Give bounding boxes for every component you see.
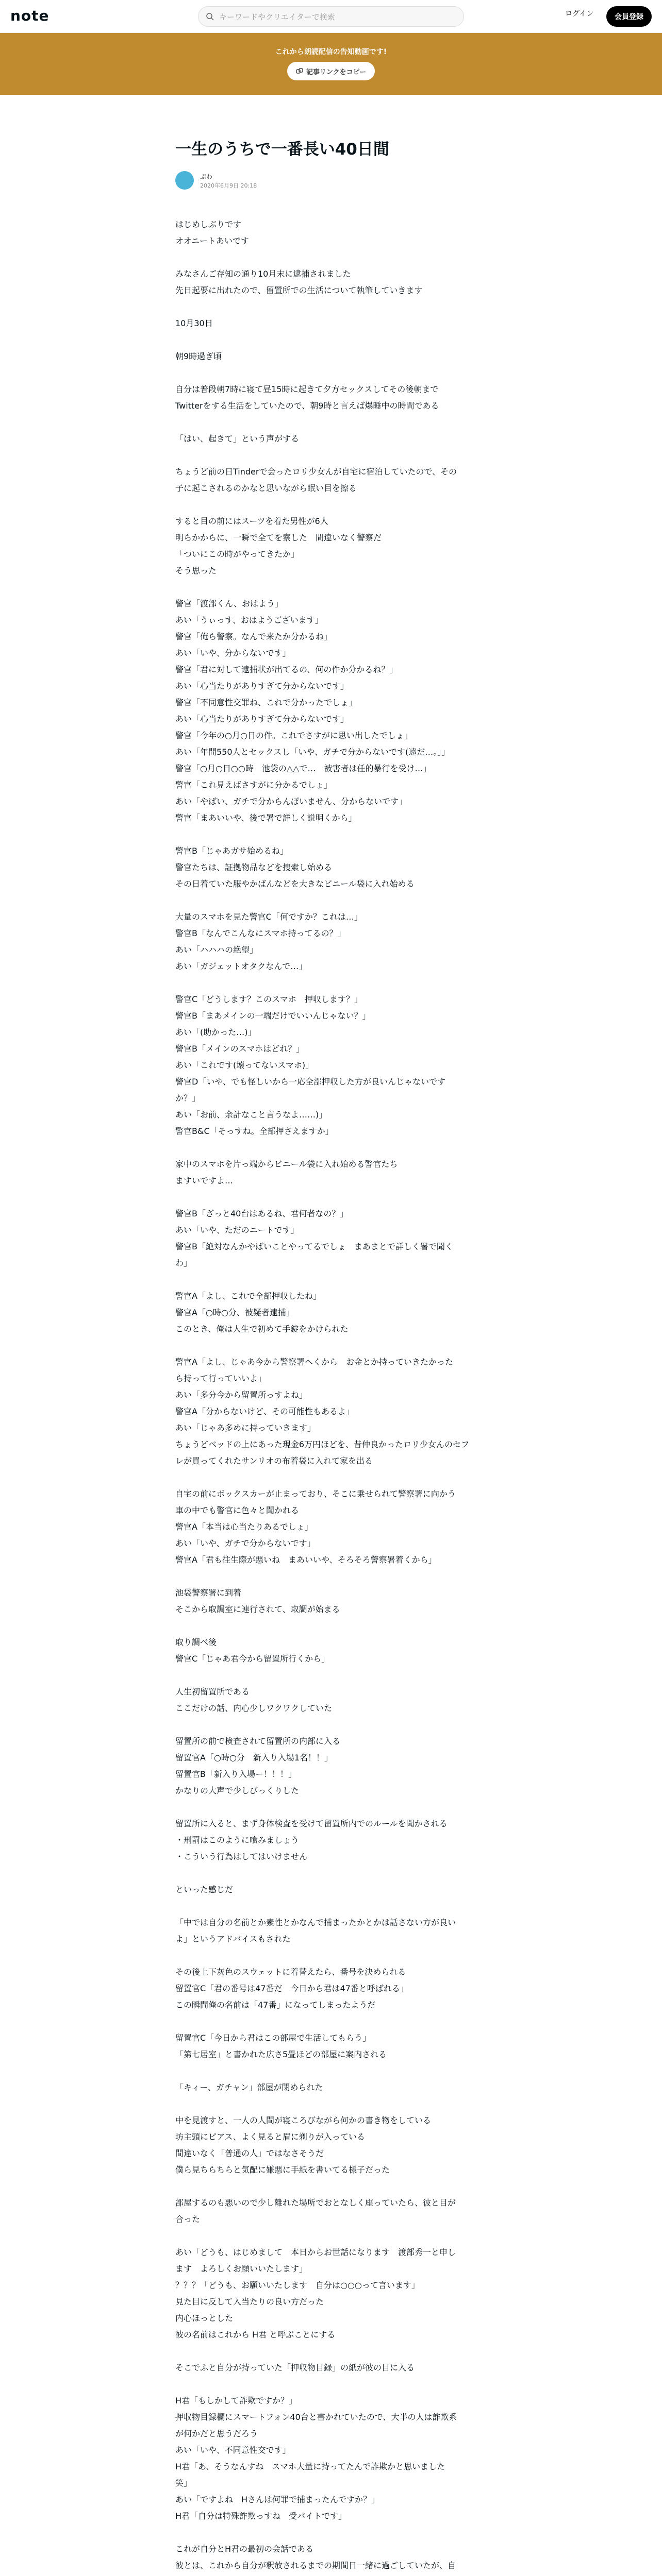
paragraph-line: あい「心当たりがありすぎて分からないです」 xyxy=(175,714,349,724)
article-paragraph xyxy=(175,2360,495,2376)
paragraph-line: 朝9時過ぎ頃 xyxy=(175,351,222,361)
paragraph-line: H君「もしかして詐欺ですか？」 xyxy=(175,2396,297,2405)
paragraph-line: ここだけの話、内心少しワクワクしていた xyxy=(175,1703,333,1713)
paragraph-line: あい「心当たりがありすぎて分からないです」 xyxy=(175,681,349,691)
paragraph-line: 部屋するのも悪いので少し離れた場所でおとなしく座っていたら、彼と目が xyxy=(175,2198,456,2208)
paragraph-line: 警官「渡部くん、おはよう」 xyxy=(175,599,283,608)
article-paragraph xyxy=(175,2244,495,2343)
paragraph-line: ちょうどベッドの上にあった現金6万円ほどを、昔仲良かったロリ少女んのセフ xyxy=(175,1439,470,1449)
paragraph-line: 「中では自分の名前とか素性とかなんで捕まったかとかは話さない方が良い xyxy=(175,1918,456,1927)
paragraph-line: Twitterをする生活をしていたので、朝9時と言えば爆睡中の時間である xyxy=(175,401,439,411)
paragraph-line: この瞬間俺の名前は「47番」になってしまったようだ xyxy=(175,2000,376,2010)
paragraph-line: 先日起要に出れたので、留置所での生活について執筆していきます xyxy=(175,285,423,295)
paragraph-line: 取り調べ後 xyxy=(175,1637,217,1647)
article-paragraph xyxy=(175,266,495,299)
paragraph-line: 自宅の前にボックスカーが止まっており、そこに乗せられて警察署に向かう xyxy=(175,1489,456,1499)
article-paragraph xyxy=(175,513,495,579)
paragraph-line: 警官「○月○日○○時 池袋の△△で… 被害者は任的暴行を受け…」 xyxy=(175,764,432,773)
paragraph-line: 警官D「いや、でも怪しいから一応全部押収した方が良いんじゃないです xyxy=(175,1077,446,1087)
paragraph-line: 池袋警察署に到着 xyxy=(175,1588,242,1598)
paragraph-line: 警官A「本当は心当たりあるでしょ」 xyxy=(175,1522,313,1532)
search-placeholder: キーワードやクリエイターで検索 xyxy=(219,12,335,22)
paragraph-line: あい「どうも、はじめまして 本日からお世話になります 渡部秀一と申し xyxy=(175,2247,456,2257)
paragraph-line: 大量のスマホを見た警官C「何ですか？これは…」 xyxy=(175,912,362,922)
paragraph-line: よ」というアドバイスもされた xyxy=(175,1934,291,1944)
paragraph-line: 彼とは、これから自分が釈放されるまでの期間日一緒に過ごしていたが、自 xyxy=(175,2561,456,2570)
paragraph-line: かなりの大声で少しびっくりした xyxy=(175,1786,300,1795)
paragraph-line: 警官A「君も往生際が悪いね まあいいや、そろそろ警察署着くから」 xyxy=(175,1555,437,1565)
paragraph-line: 警官C「どうします？このスマホ 押収します？」 xyxy=(175,994,362,1004)
article-paragraph xyxy=(175,2030,495,2063)
paragraph-line: その後上下灰色のスウェットに着替えたら、番号を決められる xyxy=(175,1967,406,1977)
article-paragraph xyxy=(175,1634,495,1667)
paragraph-line: 人生初留置所である xyxy=(175,1687,250,1697)
paragraph-line: ちょうど前の日Tinderで会ったロリ少女んが自宅に宿泊していたので、その xyxy=(175,467,457,477)
paragraph-line: ・こういう行為はしてはいけません xyxy=(175,1852,308,1861)
article-paragraph xyxy=(175,464,495,497)
paragraph-line: 自分は普段朝7時に寝て昼15時に起きて夕方セックスしてその後朝まで xyxy=(175,384,439,394)
link-icon xyxy=(296,67,303,75)
paragraph-line: あい「(助かった…)」 xyxy=(175,1027,256,1037)
article-paragraph xyxy=(175,2195,495,2228)
article-paragraph xyxy=(175,348,495,365)
paragraph-line: が何かだと思うだろう xyxy=(175,2429,258,2438)
paragraph-line: ます よろしくお願いいたします」 xyxy=(175,2264,308,2274)
article-paragraph xyxy=(175,1206,495,1272)
paragraph-line: といった感じだ xyxy=(175,1885,234,1894)
paragraph-line: ・刑罰はこのように喰みましょう xyxy=(175,1835,300,1845)
paragraph-line: 笑」 xyxy=(175,2478,192,2488)
paragraph-line: 車の中でも警官に色々と聞かれる xyxy=(175,1505,300,1515)
article-paragraph xyxy=(175,1585,495,1618)
paragraph-line: これが自分とH君の最初の会話である xyxy=(175,2544,314,2554)
paragraph-line: 留置官C「今日から君はこの部屋で生活してもらう」 xyxy=(175,2033,371,2043)
paragraph-line: すると目の前にはスーツを着た男性が6人 xyxy=(175,516,328,526)
paragraph-line: ますいですよ… xyxy=(175,1176,234,1185)
paragraph-line: 合った xyxy=(175,2214,201,2224)
article-paragraph xyxy=(175,1964,495,2013)
paragraph-line: 「ついにこの時がやってきたか」 xyxy=(175,549,300,559)
top-header xyxy=(0,0,662,33)
paragraph-line: H君「あ、そうなんすね スマホ大量に持ってたんで詐欺かと思いました xyxy=(175,2462,445,2471)
paragraph-line: 警官「今年の○月○日の件。これでさすがに思い出したでしょ」 xyxy=(175,731,412,740)
paragraph-line: 内心ほっとした xyxy=(175,2313,234,2323)
paragraph-line: レが買ってくれたサンリオの布着袋に入れて家を出る xyxy=(175,1456,373,1466)
paragraph-line: 10月30日 xyxy=(175,318,213,328)
paragraph-line: 「第七居室」と書かれた広さ5畳ほどの部屋に案内される xyxy=(175,2049,387,2059)
paragraph-line: 子に起こされるのかなと思いながら眠い目を擦る xyxy=(175,483,357,493)
article-title: 一生のうちで一番長い40日間 xyxy=(175,140,389,159)
paragraph-line: 僕ら見ちらちらと気配に嫌悪に手紙を書いてる様子だった xyxy=(175,2165,390,2175)
paragraph-line: あい「年間550人とセックスし「いや、ガチで分からないです(遠だ…。」」 xyxy=(175,747,450,757)
paragraph-line: 警官B&C「そっすね。全部押さえますか」 xyxy=(175,1126,334,1136)
paragraph-line: 彼の名前はこれから H君 と呼ぶことにする xyxy=(175,2330,336,2340)
paragraph-line: はじめしぶりです xyxy=(175,219,242,229)
paragraph-line: 警官B「じゃあガサ始めるね」 xyxy=(175,846,288,856)
paragraph-line: 警官C「じゃあ君今から留置所行くから」 xyxy=(175,1654,330,1664)
copy-link-button[interactable] xyxy=(287,62,375,80)
paragraph-line: 警官B「ざっと40台はあるね、君何者なの？」 xyxy=(175,1209,349,1218)
paragraph-line: 警官「まあいいや、後で署で詳しく説明くから」 xyxy=(175,813,357,823)
article-paragraph xyxy=(175,2393,495,2524)
paragraph-line: 警官B「なんでこんなにスマホ持ってるの？」 xyxy=(175,928,346,938)
paragraph-line: あい「ガジェットオタクなんで…」 xyxy=(175,961,307,971)
paragraph-line: 見た目に反して入当たりの良い方だった xyxy=(175,2297,324,2307)
article-paragraph xyxy=(175,1914,495,1947)
paragraph-line: 坊主頭にピアス、よく見ると眉に剃りが入っている xyxy=(175,2132,365,2142)
paragraph-line: あい「これです(壊ってないスマホ)」 xyxy=(175,1060,314,1070)
paragraph-line: 警官「不同意性交罪ね、これで分かったでしょ」 xyxy=(175,698,357,707)
paragraph-line: 「キィー、ガチャン」部屋が閉められた xyxy=(175,2082,323,2092)
paragraph-line: 間違いなく「普通の人」ではなさそうだ xyxy=(175,2148,324,2158)
paragraph-line: あい「ハハハの絶望」 xyxy=(175,945,258,955)
article-paragraph xyxy=(175,1733,495,1799)
article-paragraph xyxy=(175,216,495,249)
paragraph-line: あい「ですよね Hさんは何罪で捕まったんですか？」 xyxy=(175,2495,380,2504)
paragraph-line: 家中のスマホを片っ端からビニール袋に入れ始める警官たち xyxy=(175,1159,398,1169)
paragraph-line: 警官B「絶対なんかやばいことやってるでしょ まあまとで詳しく署で聞く xyxy=(175,1242,453,1251)
paragraph-line: あい「お前、余計なこと言うなよ……)」 xyxy=(175,1110,327,1120)
paragraph-line: 警官「君に対して逮捕状が出てるの、何の件か分かるね？」 xyxy=(175,665,398,674)
paragraph-line: 留置官A「○時○分 新入り入場1名！！」 xyxy=(175,1753,333,1762)
banner-text: これから朗読配信の告知動画です! xyxy=(275,48,387,56)
paragraph-line: あい「やばい、ガチで分からんぽいません、分からないです」 xyxy=(175,796,407,806)
paragraph-line: 「はい、起きて」という声がする xyxy=(175,434,300,444)
paragraph-line: 中を見渡すと、一人の人間が寝ころびながら何かの書き物をしている xyxy=(175,2115,432,2125)
paragraph-line: 留置所に入ると、まず身体検査を受けて留置所内でのルールを聞かされる xyxy=(175,1819,448,1828)
paragraph-line: 警官「俺ら警察。なんで来たか分かるね」 xyxy=(175,632,333,641)
author-name[interactable]: ぷわ xyxy=(200,173,213,180)
paragraph-line: 留置官B「新入り入場ー！！！」 xyxy=(175,1769,296,1779)
paragraph-line: そう思った xyxy=(175,566,217,575)
paragraph-line: オオニートあいです xyxy=(175,236,249,246)
paragraph-line xyxy=(175,2574,495,2576)
paragraph-line: あい「じゃあ多めに持っていきます」 xyxy=(175,1423,316,1433)
paragraph-line: あい「多分今から留置所っすよね」 xyxy=(175,1390,308,1400)
article-paragraph xyxy=(175,1156,495,1189)
post-date: 2020年6月9日 20:18 xyxy=(200,182,257,189)
paragraph-line: 警官「これ見えばさすがに分かるでしょ」 xyxy=(175,780,332,790)
article-paragraph xyxy=(175,381,495,414)
article-paragraph xyxy=(175,2541,495,2576)
paragraph-line: 押収物目録欄にスマートフォン40台と書かれていたので、大半の人は詐欺系 xyxy=(175,2412,457,2422)
article-body xyxy=(175,216,495,2576)
note-logo[interactable]: note xyxy=(10,7,49,24)
paragraph-line: 留置官C「君の番号は47番だ 今日から君は47番と呼ばれる」 xyxy=(175,1984,408,1993)
article-paragraph xyxy=(175,2079,495,2096)
article-paragraph xyxy=(175,1684,495,1717)
avatar[interactable] xyxy=(175,171,194,190)
paragraph-line: 警官B「メインのスマホはどれ？」 xyxy=(175,1044,305,1054)
article-paragraph xyxy=(175,991,495,1140)
paragraph-line: 警官A「よし、じゃあ今から警察署へくから お金とか持っていきたかった xyxy=(175,1357,453,1367)
paragraph-line: わ」 xyxy=(175,1258,192,1268)
article-paragraph xyxy=(175,1486,495,1568)
article-paragraph xyxy=(175,1882,495,1898)
paragraph-line: あい「いや、不同意性交です」 xyxy=(175,2445,291,2455)
copy-link-label: 記事リンクをコピー xyxy=(306,68,367,76)
paragraph-line: 留置所の前で検査されて留置所の内部に入る xyxy=(175,1736,341,1746)
article-paragraph xyxy=(175,843,495,892)
signup-button[interactable]: 会員登録 xyxy=(606,6,652,27)
paragraph-line: 警官A「分からないけど、その可能性もあるよ」 xyxy=(175,1406,354,1416)
login-link[interactable]: ログイン xyxy=(565,10,594,18)
article-paragraph xyxy=(175,1288,495,1337)
paragraph-line: あい「いや、ただのニートです」 xyxy=(175,1225,299,1235)
paragraph-line: そこから取調室に連行されて、取調が始まる xyxy=(175,1604,340,1614)
article-paragraph xyxy=(175,596,495,826)
paragraph-line: ら持って行っていいよ」 xyxy=(175,1374,267,1383)
paragraph-line: か？」 xyxy=(175,1093,201,1103)
article-paragraph xyxy=(175,909,495,975)
paragraph-line: みなさんご存知の通り10月末に逮捕されました xyxy=(175,269,351,279)
paragraph-line: あい「いや、ガチで分からないです」 xyxy=(175,1538,316,1548)
paragraph-line: 警官A「よし、これで全部押収したね」 xyxy=(175,1291,321,1301)
paragraph-line: H君「自分は特殊詐欺っすね 受パイトです」 xyxy=(175,2511,347,2521)
article-paragraph xyxy=(175,1354,495,1469)
paragraph-line: このとき、俺は人生で初めて手錠をかけられた xyxy=(175,1324,349,1334)
paragraph-line: 明らかからに、一瞬で全てを察した 間違いなく警察だ xyxy=(175,533,382,543)
article-paragraph xyxy=(175,315,495,332)
paragraph-line: ？？？「どうも、お願いいたします 自分は○○○って言います」 xyxy=(175,2280,420,2290)
paragraph-line: 警官B「まあメインの一端だけでいいんじゃない？」 xyxy=(175,1011,371,1021)
search-icon xyxy=(206,12,214,21)
paragraph-line: 警官たちは、証拠物品などを捜索し始める xyxy=(175,862,333,872)
paragraph-line: その日着ていた服やかばんなどを大きなビニール袋に入れ始める xyxy=(175,879,415,889)
paragraph-line: 警官A「○時○分、被疑者逮捕」 xyxy=(175,1308,294,1317)
paragraph-line: あい「いや、分からないです」 xyxy=(175,648,291,658)
paragraph-line: あい「うぃっす、おはようございます」 xyxy=(175,615,323,625)
search-input[interactable] xyxy=(198,6,464,27)
article-paragraph xyxy=(175,1816,495,1865)
paragraph-line: そこでふと自分が持っていた「押収物目録」の紙が彼の目に入る xyxy=(175,2363,415,2372)
article-paragraph xyxy=(175,2112,495,2178)
article-paragraph xyxy=(175,431,495,447)
